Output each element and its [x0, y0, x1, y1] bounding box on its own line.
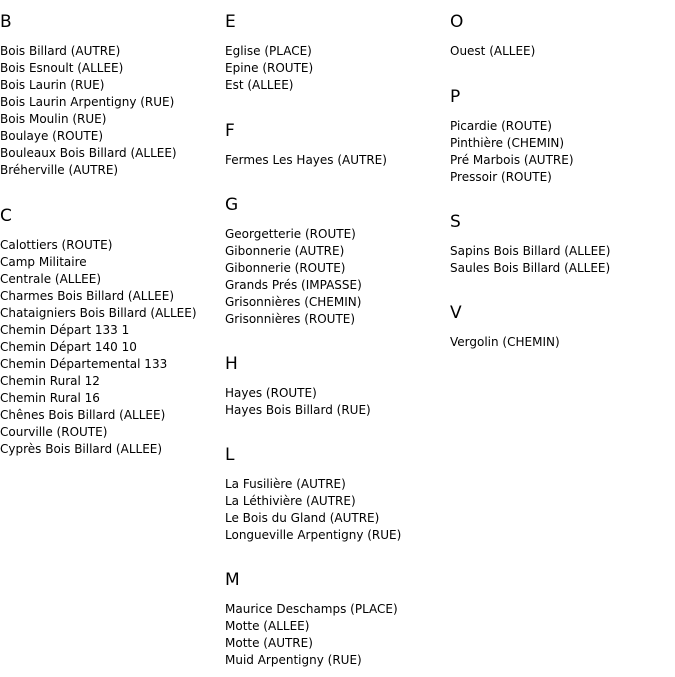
- street-item-bois-laurin-arpentigny-rue[interactable]: Bois Laurin Arpentigny (RUE): [0, 95, 175, 109]
- letter-heading: B: [0, 12, 12, 32]
- street-item-cypres-bois-billard-allee[interactable]: Cyprès Bois Billard (ALLEE): [0, 442, 163, 456]
- street-item-eglise-place[interactable]: Eglise (PLACE): [225, 44, 312, 58]
- street-item-est-allee[interactable]: Est (ALLEE): [225, 78, 294, 92]
- street-item-epine-route[interactable]: Epine (ROUTE): [225, 61, 314, 75]
- street-item-la-fusiliere-autre[interactable]: La Fusilière (AUTRE): [225, 477, 346, 491]
- street-item-bois-laurin-rue[interactable]: Bois Laurin (RUE): [0, 78, 105, 92]
- street-list: [450, 43, 535, 60]
- street-list: [0, 237, 197, 458]
- letter-heading: L: [225, 445, 235, 465]
- street-item-saules-bois-billard-allee[interactable]: Saules Bois Billard (ALLEE): [450, 261, 611, 275]
- street-list: [225, 152, 387, 169]
- street-item-bois-billard-autre[interactable]: Bois Billard (AUTRE): [0, 44, 121, 58]
- letter-heading: C: [0, 206, 12, 226]
- street-item-hayes-bois-billard-rue[interactable]: Hayes Bois Billard (RUE): [225, 403, 371, 417]
- street-list: [225, 226, 362, 328]
- street-item-sapins-bois-billard-allee[interactable]: Sapins Bois Billard (ALLEE): [450, 244, 611, 258]
- street-item-chemin-rural-16[interactable]: Chemin Rural 16: [0, 391, 100, 405]
- street-item-chemin-depart-133-1[interactable]: Chemin Départ 133 1: [0, 323, 130, 337]
- letter-heading: G: [225, 195, 239, 215]
- street-item-gibonnerie-autre[interactable]: Gibonnerie (AUTRE): [225, 244, 345, 258]
- street-item-camp-militaire[interactable]: Camp Militaire: [0, 255, 87, 269]
- letter-heading: E: [225, 12, 236, 32]
- street-item-pinthiere-chemin[interactable]: Pinthière (CHEMIN): [450, 136, 565, 150]
- street-item-chataigniers-bois-billard-allee[interactable]: Chataigniers Bois Billard (ALLEE): [0, 306, 197, 320]
- street-item-gibonnerie-route[interactable]: Gibonnerie (ROUTE): [225, 261, 346, 275]
- street-item-motte-allee[interactable]: Motte (ALLEE): [225, 619, 310, 633]
- street-item-centrale-allee[interactable]: Centrale (ALLEE): [0, 272, 101, 286]
- street-item-courville-route[interactable]: Courville (ROUTE): [0, 425, 108, 439]
- street-list: [450, 243, 610, 277]
- street-item-fermes-les-hayes-autre[interactable]: Fermes Les Hayes (AUTRE): [225, 153, 387, 167]
- street-item-motte-autre[interactable]: Motte (AUTRE): [225, 636, 313, 650]
- street-item-la-lethiviere-autre[interactable]: La Léthivière (AUTRE): [225, 494, 356, 508]
- street-item-pre-marbois-autre[interactable]: Pré Marbois (AUTRE): [450, 153, 574, 167]
- letter-heading: H: [225, 354, 238, 374]
- street-list: [225, 385, 371, 419]
- letter-heading: F: [225, 121, 235, 141]
- letter-heading: S: [450, 212, 461, 232]
- street-item-ouest-allee[interactable]: Ouest (ALLEE): [450, 44, 536, 58]
- street-item-bouleaux-bois-billard-allee[interactable]: Bouleaux Bois Billard (ALLEE): [0, 146, 177, 160]
- street-item-charmes-bois-billard-allee[interactable]: Charmes Bois Billard (ALLEE): [0, 289, 175, 303]
- street-item-chemin-rural-12[interactable]: Chemin Rural 12: [0, 374, 100, 388]
- letter-heading: V: [450, 303, 462, 323]
- street-item-chenes-bois-billard-allee[interactable]: Chênes Bois Billard (ALLEE): [0, 408, 166, 422]
- street-item-bois-esnoult-allee[interactable]: Bois Esnoult (ALLEE): [0, 61, 124, 75]
- street-item-calottiers-route[interactable]: Calottiers (ROUTE): [0, 238, 113, 252]
- street-item-pressoir-route[interactable]: Pressoir (ROUTE): [450, 170, 552, 184]
- letter-heading: O: [450, 12, 464, 32]
- street-item-picardie-route[interactable]: Picardie (ROUTE): [450, 119, 552, 133]
- street-list: [450, 118, 574, 186]
- street-item-le-bois-du-gland-autre[interactable]: Le Bois du Gland (AUTRE): [225, 511, 380, 525]
- street-item-chemin-depart-140-10[interactable]: Chemin Départ 140 10: [0, 340, 137, 354]
- street-list: [225, 476, 401, 544]
- street-list: [225, 43, 313, 94]
- letter-heading: M: [225, 570, 240, 590]
- street-item-hayes-route[interactable]: Hayes (ROUTE): [225, 386, 317, 400]
- street-item-georgetterie-route[interactable]: Georgetterie (ROUTE): [225, 227, 356, 241]
- street-item-chemin-departemental-133[interactable]: Chemin Départemental 133: [0, 357, 168, 371]
- street-list: [0, 43, 177, 179]
- street-item-vergolin-chemin[interactable]: Vergolin (CHEMIN): [450, 335, 560, 349]
- street-item-grisonnieres-chemin[interactable]: Grisonnières (CHEMIN): [225, 295, 362, 309]
- street-item-bois-moulin-rue[interactable]: Bois Moulin (RUE): [0, 112, 107, 126]
- street-item-maurice-deschamps-place[interactable]: Maurice Deschamps (PLACE): [225, 602, 398, 616]
- street-item-muid-arpentigny-rue[interactable]: Muid Arpentigny (RUE): [225, 653, 362, 667]
- street-list: [225, 601, 398, 669]
- street-item-longueville-arpentigny-rue[interactable]: Longueville Arpentigny (RUE): [225, 528, 402, 542]
- street-item-breherville-autre[interactable]: Bréherville (AUTRE): [0, 163, 119, 177]
- street-item-grisonnieres-route[interactable]: Grisonnières (ROUTE): [225, 312, 356, 326]
- street-item-grands-pres-impasse[interactable]: Grands Prés (IMPASSE): [225, 278, 362, 292]
- street-list: [450, 334, 560, 351]
- street-item-boulaye-route[interactable]: Boulaye (ROUTE): [0, 129, 104, 143]
- letter-heading: P: [450, 87, 461, 107]
